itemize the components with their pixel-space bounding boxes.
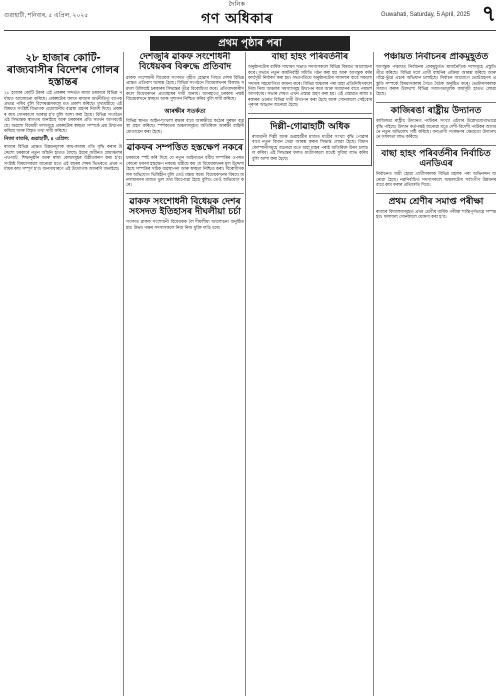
article-a1 [4,52,122,172]
masthead-date-right: Guwahati, Saturday, 5 April, 2025 [381,12,470,18]
divider [126,139,244,140]
article-a6 [248,118,372,166]
column-4 [376,52,496,696]
masthead [4,0,496,31]
article-body: ৱাকফ সংশোধনী বিধেয়ক সংসদত গৃহীত হোৱাৰ পিছত দেশৰ বিভিন্ন প্ৰান্তত প্ৰতিবাদ আৰম্ভ হৈছে। বিভিন্ন সংগঠনে বিধেয়কখনৰ বিৰুদ্ধে সমদল উলিয়াই চৰকাৰৰ সিদ্ধান্তৰ তীব্ৰ বিৰোধিতা কৰে। প্ৰতিবাদকাৰীসকলে বিধেয়কখন প্ৰত্যাহাৰৰ দাবী জনায়। আনহাতে চৰকাৰ পক্ষই বিধেয়কখনে স্বচ্ছতা আৰু সুশাসন নিশ্চিত কৰিব বুলি দাবী কৰিছে। [126,75,244,103]
article-headline: পঞ্চায়ত নিৰ্বাচনৰ প্ৰাকমুহূৰ্তত [383,52,489,62]
article-a8 [376,149,496,189]
article-body: ২৮ হাজাৰ কোটি টকাৰ এই প্ৰকল্পৰ সন্দৰ্ভত ৰাজ্য চৰকাৰে বিভিন্ন পৰ্যায়ত আলোচনা কৰিছে। প্ৰকল্পটোৰ ফলত ৰাজ্যৰ অৰ্থনীতিত ব্যাপক প্ৰভাৱ পৰিব বুলি বিশেষজ্ঞসকলে মত প্ৰকাশ কৰিছে। মুখ্যমন্ত্ৰীয়ে এই বিষয়ত সংশ্লিষ্ট বিভাগক প্ৰয়োজনীয় ব্যৱস্থা গ্ৰহণৰ নিৰ্দেশ দিছে। প্ৰকল্পৰ কাম সোনকালে আৰম্ভ হ'ব বুলি আশা কৰা হৈছে। বিভিন্ন সংগঠনে এই সিদ্ধান্তক স্বাগতম জনাইছে আৰু চৰকাৰৰ প্ৰতি সমৰ্থন আগবঢ়াইছে। অৱশ্যে বিৰোধী দলসমূহে প্ৰকল্পটোৰ স্বচ্ছতা সম্পৰ্কে প্ৰশ্ন উত্থাপন কৰিছে আৰু বিস্তৃত তথ্য দাবী কৰিছে। [4,91,122,135]
page-number: ৭ [481,0,496,26]
article-dateline: নিজা বাতৰি, গুৱাহাটী, ৪ এপ্ৰিল: [4,136,70,143]
article-a9 [126,197,244,232]
section-banner: প্ৰথম পৃষ্ঠাৰ পৰা [150,36,350,51]
article-body: আগন্তুক পঞ্চায়ত নিৰ্বাচনৰ প্ৰাকমুহূৰ্তত ৰাজনৈতিক দলসমূহে প্ৰস্তুতি তীব্ৰ কৰিছে। বিভিন্ন দলে প্ৰাৰ্থী বাছনিৰ প্ৰক্ৰিয়া আৰম্ভ কৰিছে আৰু গাঁৱে-ভুঁৱে প্ৰচাৰ অভিযান চলাইছে। নিৰ্বাচন আয়োগে ভোটগ্ৰহণৰ প্ৰস্তুতি সম্পৰ্কে বিষয়াসকলৰ সৈতে বৈঠক অনুষ্ঠিত কৰে। ভোটাৰসকলক সজাগ কৰাৰ উদ্দেশ্যে বিভিন্ন সজাগতামূলক কাৰ্যসূচী হাতত লোৱা হৈছে। [376,65,496,98]
article-a7 [376,106,496,141]
column-divider [245,52,246,696]
article-body: কাজিৰঙা ৰাষ্ট্ৰীয় উদ্যানত পৰ্যটকৰ সংখ্যা এইবাৰ উল্লেখযোগ্যভাৱে বৃদ্ধি পাইছে। উদ্যান কৰ্তৃপক্ষই জনোৱা মতে দেশী-বিদেশী পৰ্যটকৰ আগমনে নতুন অভিলেখ সৃষ্টি কৰিছে। বন্যপ্ৰাণী সংৰক্ষণৰ ক্ষেত্ৰতো উদ্যানখনে সফলতা লাভ কৰিছে। [376,119,496,141]
article-headline: দিল্লী-গোৱাহাটী অধিক [270,121,350,132]
article-headline: দেশজুৰি ৱাকফ সংশোধনী বিধেয়কৰ বিৰুদ্ধে প্ৰতিবাদ [138,52,232,73]
article-a3 [248,52,372,109]
article-body-continued: বিভিন্ন স্থানত আইন-শৃংখলা ৰক্ষাৰ বাবে আৰক্ষীয়ে কঠোৰ সুৰক্ষা ব্যৱস্থা গ্ৰহণ কৰিছে। স্পৰ্শকাতৰ অঞ্চলসমূহত অতিৰিক্ত আৰক্ষী বাহিনী মোতায়েন কৰা হৈছে। [126,118,244,135]
article-subhead: আৰক্ষীৰ সতৰ্কতা [164,107,206,115]
article-headline: প্ৰথম শ্ৰেণীৰ সমাপ্ত পৰীক্ষা [388,196,484,207]
article-body: চৰকাৰে স্পষ্ট কৰি দিছে যে নতুন আইনখনে ধৰ্মীয় সম্পত্তিৰ ওপৰত কোনো ধৰণৰ হস্তক্ষেপ নকৰে। মন্ত্ৰীয়ে কয় যে বিধেয়কখনৰ মূল উদ্দেশ্য হৈছে সম্পত্তিৰ সঠিক ব্যৱস্থাপনা আৰু স্বচ্ছতা নিশ্চিত কৰা। বিৰোধীসকলৰ অভিযোগ ভিত্তিহীন বুলি তেওঁ মন্তব্য কৰে। বিধেয়কখনৰ বিষয়ে জনসাধাৰণৰ মাজত ভুল তথ্য বিয়পোৱা হৈছে বুলিও তেওঁ অভিযোগ কৰে। [126,156,244,189]
article-headline: কাজিৰঙা ৰাষ্ট্ৰীয় উদ্যানত [390,105,482,116]
divider [376,102,496,103]
article-headline: বাছা হাহং পৰিবৰ্তনীৰ [271,52,349,62]
article-a4 [376,52,496,98]
column-divider [123,52,124,696]
logo-small-text: দৈনিক [228,1,246,8]
column-3 [248,52,372,696]
article-body: অনুষ্ঠানটোৰ বাৰ্ষিক সাধাৰণ সভাত সদস্যসকলে বিভিন্ন বিষয়ত আলোচনা কৰে। সভাত নতুন কাৰ্যনিৰ্বাহী সমিতি গঠন কৰা হয় আৰু আগন্তুক বৰ্ষৰ কাৰ্যসূচী নিৰ্ধাৰণ কৰা হয়। সভাপতিয়ে অনুষ্ঠানটোৰ সাফল্যৰ বাবে সকলো সদস্যৰ সহযোগিতা কামনা কৰে। বিভিন্ন অঞ্চলৰ পৰা অহা প্ৰতিনিধিসকলে নিজ নিজ অঞ্চলৰ সমস্যাসমূহ উত্থাপন কৰে আৰু সমাধানৰ বাবে পৰামৰ্শ আগবঢ়ায়। সভাৰ শেষত এখন প্ৰস্তাৱ গ্ৰহণ কৰা হয়। এই প্ৰস্তাৱত ৰাজ্য চৰকাৰৰ ওচৰত বিভিন্ন দাবী উত্থাপন কৰা হৈছে আৰু সোনকালে সেইবোৰ পূৰণৰ আহ্বান জনোৱা হৈছে। [248,65,372,109]
article-headline: ২৮ হাজাৰ কোটি-ৰাজ্যবাসীৰ বিদেশৰ গোলৰ হস্তান্তৰ [6,52,120,89]
article-a10 [376,197,496,221]
article-body: সংসদত ৱাকফ সংশোধনী বিধেয়কক লৈ দীঘলীয়া আলোচনা অনুষ্ঠিত হয়। উভয় পক্ষৰ সদস্যসকলে নিজ নিজ যুক্তি দাঙি ধৰে। [126,220,244,231]
article-a2 [126,52,244,135]
article-a5 [126,143,244,189]
article-body: ৰাজ্যৰ বিদ্যালয়সমূহত প্ৰথম শ্ৰেণীৰ বাৰ্ষিক পৰীক্ষা শান্তিপূৰ্ণভাৱে সম্পন্ন হয়। ফলাফল সোনকালে ঘোষণা কৰা হ'ব। [376,210,496,221]
divider [376,145,496,146]
divider [248,113,372,114]
column-2 [126,52,244,696]
column-1 [4,52,122,696]
article-body: নিৰ্বাচনত জয়ী হোৱা প্ৰাৰ্থীসকলক বিভিন্ন মহলৰ পৰা অভিনন্দন জনোৱা হৈছে। নৱনিৰ্বাচিত সদস্যসকলে অঞ্চলটোৰ সৰ্বাংগীণ উন্নয়নৰ বাবে কাম কৰাৰ প্ৰতিশ্ৰুতি দিয়ে। [376,172,496,189]
article-headline: ৱাকফৰ সম্পত্তিত হস্তক্ষেপ নকৰে [127,142,243,153]
logo-text: গণ অধিকাৰ [201,11,273,27]
divider [376,193,496,194]
masthead-date-left: গুৱাহাটী, শনিবাৰ, ৫ এপ্ৰিল, ২০২৫ [4,12,89,19]
newspaper-logo [144,0,330,31]
divider [126,193,244,194]
article-columns [4,52,496,696]
article-headline: ৱাকফ সংশোধনী বিধেয়ক দেশৰ সংসদত ইতিহাসৰ দীঘলীয়া চৰ্চা [129,196,241,218]
column-divider [373,52,374,696]
article-body: ৰাজধানী দিল্লী আৰু গুৱাহাটীৰ মাজত যাত্ৰীৰ সংখ্যা বৃদ্ধি পোৱাৰ বাবে নতুন বিমান সেৱা আৰম্ভ কৰাৰ সিদ্ধান্ত লোৱা হৈছে। বিমান কোম্পানীসমূহে জনোৱা মতে অহা মাহৰ পৰাই অতিৰিক্ত উৰণ চলাচল কৰিব। এই সিদ্ধান্তৰ ফলত যাত্ৰীসকলে যথেষ্ট সুবিধা লাভ কৰিব বুলি আশা কৰা হৈছে। [252,134,368,162]
article-headline: বাছা হাহং পৰিবৰ্তনীৰ নিৰ্বাচিত এনডিএৰ [381,148,491,170]
article-body-continued: ৰাজ্যৰ বিভিন্ন প্ৰান্তত উন্নয়নমূলক কাম-কাজৰ গতি বৃদ্ধি কৰাৰ উদ্দেশ্যে চৰকাৰে নতুন আঁচনি হাতত লৈছে। ইয়াৰ অধীনত গ্ৰামাঞ্চলৰ পথ-ঘাট, শিক্ষানুষ্ঠান আৰু স্বাস্থ্য কেন্দ্ৰসমূহৰ উন্নীতকৰণ কৰা হ'ব। সংশ্লিষ্ট বিষয়াসকলে জনোৱা মতে এই বছৰৰ শেষৰ ভিতৰতে প্ৰথম পৰ্যায়ৰ কাম সম্পূৰ্ণ হ'ব। জনসাধাৰণে এই উদ্যোগক আদৰণি জনাইছে। [4,145,122,173]
